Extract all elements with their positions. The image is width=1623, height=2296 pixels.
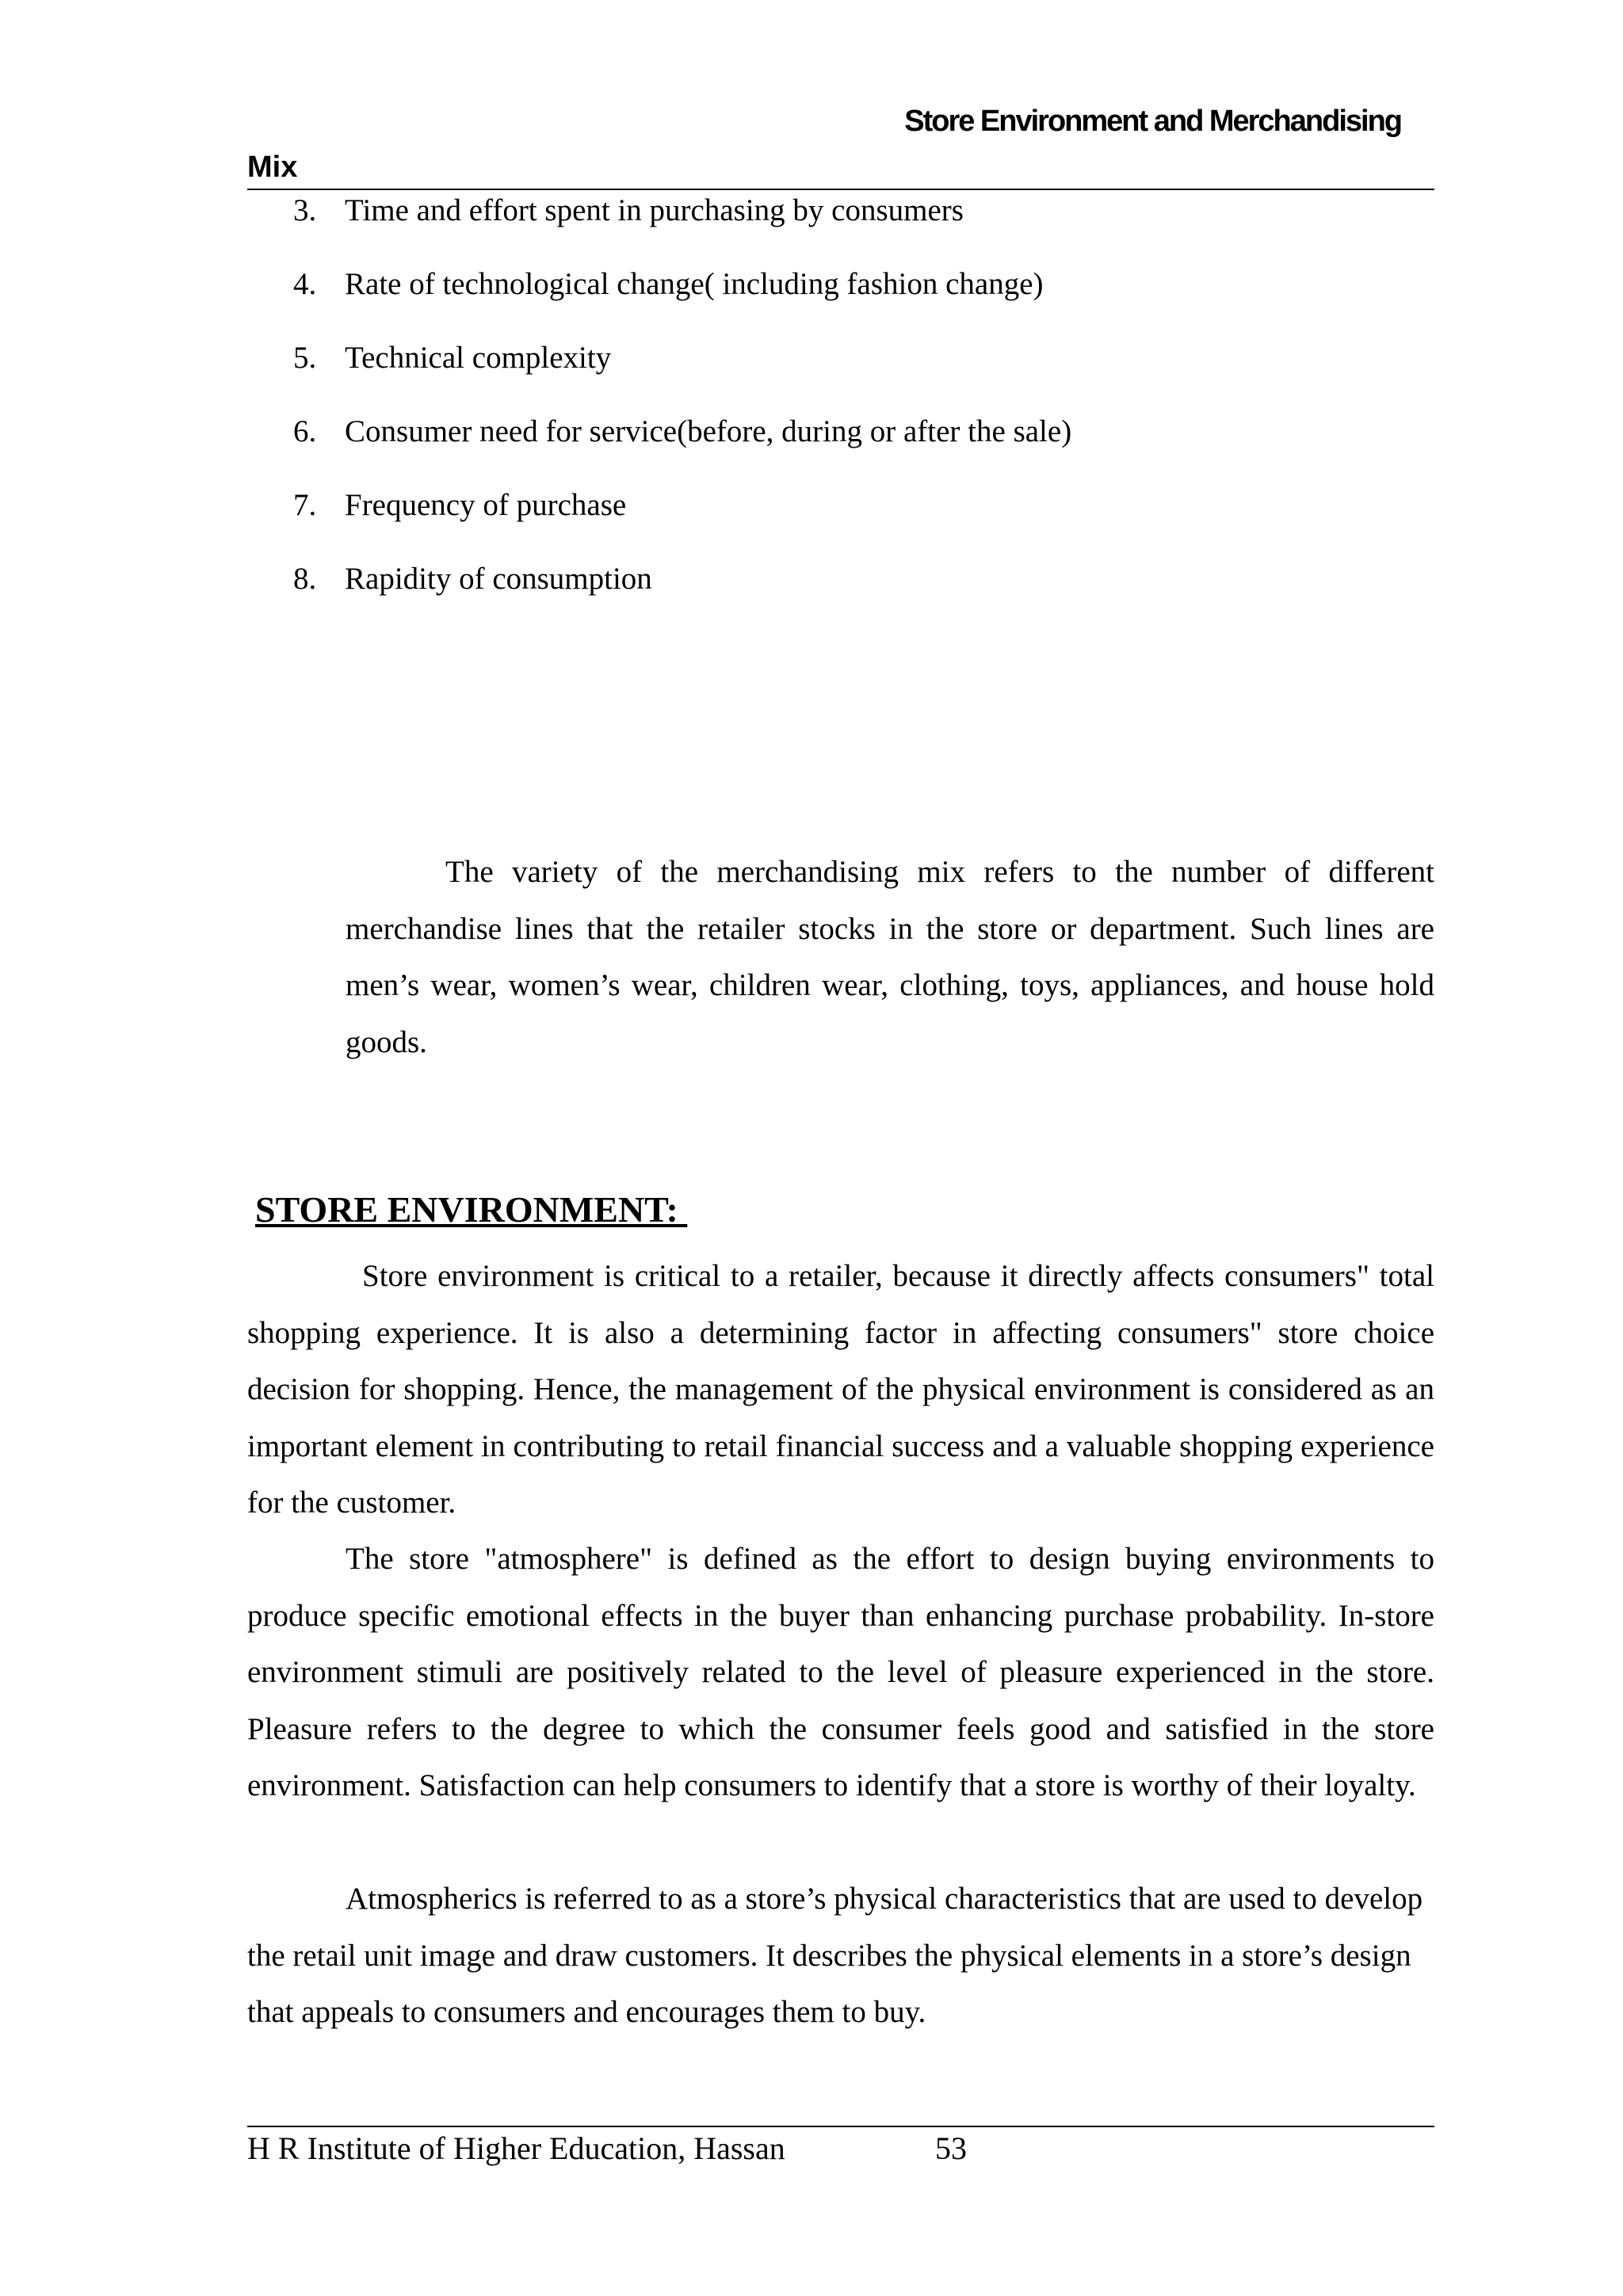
body-paragraph: Atmospherics is referred to as a store’s physical characteristics that are used to develop the retail unit image and draw customers. It describes the physical elements in a store’s design that appeals to consumers and encourages them to buy. <box>247 1882 1423 2029</box>
list-item-number: 3. <box>293 193 317 227</box>
footer-rule <box>247 2126 1434 2127</box>
variety-paragraph: The variety of the merchandising mix refers to the number of different merchandise lines that the retailer stocks in the store or department. Such lines are men’s wear, women’s wear, children wear, clothing, toys, appliances, and house hold goods. <box>346 855 1434 1059</box>
list-item-number: 7. <box>293 488 317 522</box>
list-item-text: Technical complexity <box>345 341 612 375</box>
section-heading: STORE ENVIRONMENT: <box>255 1189 688 1230</box>
list-item-text: Rapidity of consumption <box>345 562 652 596</box>
list-item <box>293 264 1071 338</box>
list-item <box>293 190 1071 264</box>
list-item <box>293 338 1071 411</box>
numbered-list <box>293 190 1071 632</box>
body-paragraph: The store "atmosphere" is defined as the effort to design buying environments to produce specific emotional effects in the buyer than enhancing purchase probability. In-store environment stimuli are positively related to the level of pleasure experienced in the store. Pleasure refers to the degree to which the consumer feels good and satisfied in the store environment. Satisfaction can help consumers to identify that a store is worthy of their loyalty. <box>247 1542 1434 1802</box>
footer-institution: H R Institute of Higher Education, Hassan <box>247 2130 785 2166</box>
list-item-number: 6. <box>293 414 317 448</box>
list-item-number: 8. <box>293 562 317 596</box>
running-header-title: Store Environment and Merchandising <box>904 105 1401 138</box>
list-item-text: Consumer need for service(before, during or after the sale) <box>345 414 1072 448</box>
list-item-number: 5. <box>293 341 317 375</box>
list-item <box>293 411 1071 485</box>
list-item-text: Rate of technological change( including fashion change) <box>345 267 1044 301</box>
list-item-text: Frequency of purchase <box>345 488 627 522</box>
running-header-continuation: Mix <box>247 151 298 184</box>
list-item <box>293 559 1071 632</box>
list-item <box>293 485 1071 559</box>
body-paragraph: Store environment is critical to a retailer, because it directly affects consumers" total shopping experience. It is also a determining factor in affecting consumers" store choice decision for shopping. Hence, the management of the physical environment is considered as an important element in contributing to retail financial success and a valuable shopping experience for the customer. <box>247 1259 1434 1520</box>
list-item-number: 4. <box>293 267 317 301</box>
page-number: 53 <box>935 2130 967 2166</box>
list-item-text: Time and effort spent in purchasing by consumers <box>345 193 964 227</box>
